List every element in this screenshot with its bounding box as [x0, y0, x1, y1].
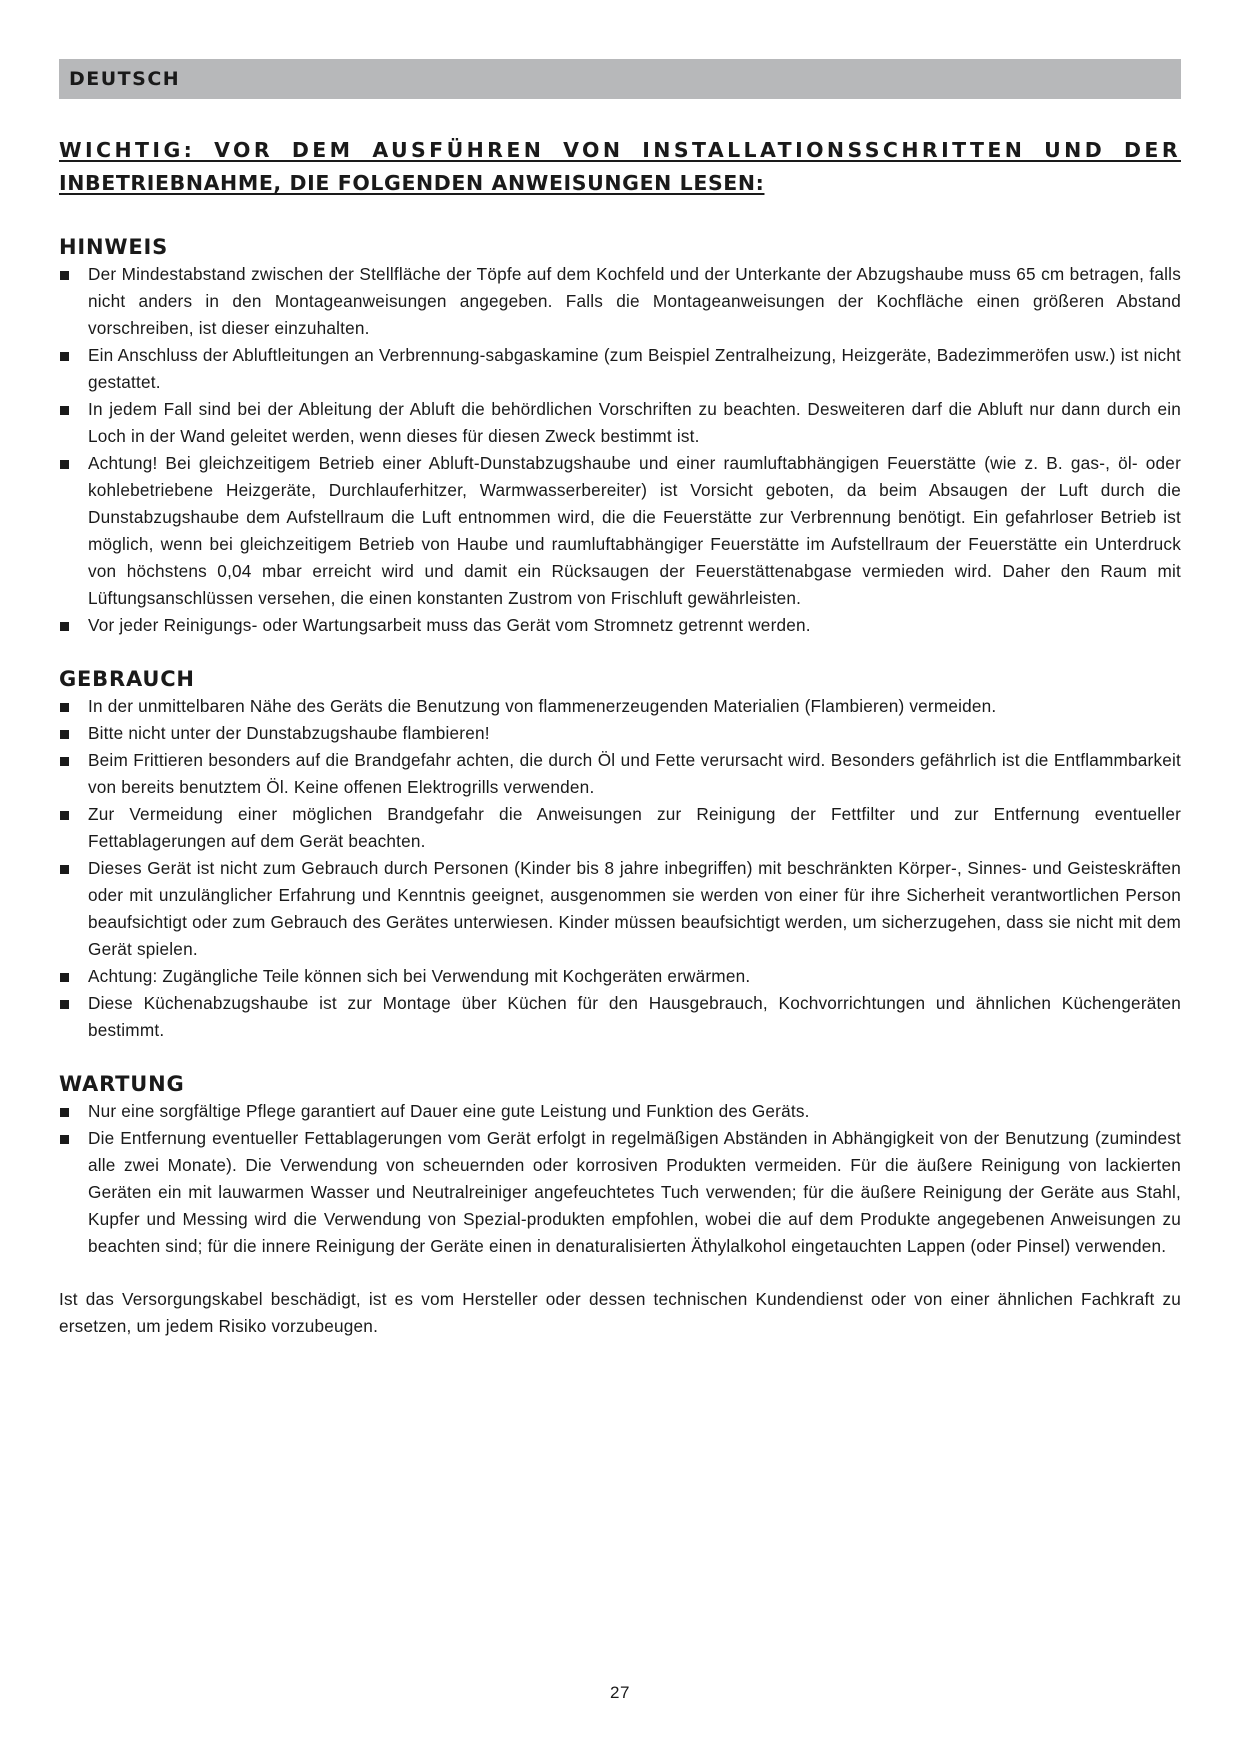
list-item [59, 1125, 1181, 1260]
list-item [59, 855, 1181, 963]
list-item-text: Bitte nicht unter der Dunstabzugshaube flambieren! [88, 723, 490, 743]
square-bullet-icon [60, 811, 69, 820]
list-item-text: Dieses Gerät ist nicht zum Gebrauch durch Personen (Kinder bis 8 jahre inbegriffen) mit beschränkten Körper-, Sinnes- und Geisteskräften oder mit unzulänglicher Erfahrung und Kenntnis geeignet, ausgenommen sie werden von einer für ihre Sicherheit verantwortlichen Person beaufsichtigt oder zum Gebrauch des Gerätes unterwiesen. Kinder müssen beaufsichtigt werden, um sicherzugehen, dass sie nicht mit dem Gerät spielen. [88, 858, 1181, 959]
list-item [59, 990, 1181, 1044]
list-item-text: Beim Frittieren besonders auf die Brandgefahr achten, die durch Öl und Fette verursacht wird. Besonders gefährlich ist die Entflammbarkeit von bereits benutztem Öl. Keine offenen Elektrogrills verwenden. [88, 750, 1181, 797]
square-bullet-icon [60, 1108, 69, 1117]
list-item [59, 261, 1181, 342]
warning-title-line-1: WICHTIG: VOR DEM AUSFÜHREN VON INSTALLATIONSSCHRITTEN UND DER [59, 138, 1181, 162]
list-item-text: Zur Vermeidung einer möglichen Brandgefahr die Anweisungen zur Reinigung der Fettfilter und zur Entfernung eventueller Fettablagerungen auf dem Gerät beachten. [88, 804, 1181, 851]
list-item [59, 396, 1181, 450]
list-item-text: Ein Anschluss der Abluftleitungen an Verbrennung-sabgaskamine (zum Beispiel Zentralheizung, Heizgeräte, Badezimmeröfen usw.) ist nicht gestattet. [88, 345, 1181, 392]
square-bullet-icon [60, 757, 69, 766]
list-item [59, 1098, 1181, 1125]
list-item-text: In jedem Fall sind bei der Ableitung der Abluft die behördlichen Vorschriften zu beachten. Desweiteren darf die Abluft nur dann durch ein Loch in der Wand geleitet werden, wenn dieses für diesen Zweck bestimmt ist. [88, 399, 1181, 446]
square-bullet-icon [60, 730, 69, 739]
square-bullet-icon [60, 1000, 69, 1009]
section-title-hinweis: HINWEIS [59, 235, 169, 259]
manual-page [59, 59, 1181, 1357]
square-bullet-icon [60, 352, 69, 361]
wartung-list [59, 1098, 1181, 1260]
list-item [59, 963, 1181, 990]
list-item-text: Nur eine sorgfältige Pflege garantiert auf Dauer eine gute Leistung und Funktion des Geräts. [88, 1101, 810, 1121]
square-bullet-icon [60, 973, 69, 982]
language-label: DEUTSCH [69, 68, 181, 90]
list-item [59, 747, 1181, 801]
section-title-gebrauch: GEBRAUCH [59, 667, 195, 691]
square-bullet-icon [60, 622, 69, 631]
list-item [59, 612, 1181, 639]
hinweis-list [59, 261, 1181, 639]
list-item-text: Diese Küchenabzugshaube ist zur Montage über Küchen für den Hausgebrauch, Kochvorrichtungen und ähnlichen Küchengeräten bestimmt. [88, 993, 1181, 1040]
list-item-text: Vor jeder Reinigungs- oder Wartungsarbeit muss das Gerät vom Stromnetz getrennt werden. [88, 615, 811, 635]
square-bullet-icon [60, 460, 69, 469]
list-item [59, 693, 1181, 720]
list-item [59, 342, 1181, 396]
warning-title-line-2: INBETRIEBNAHME, DIE FOLGENDEN ANWEISUNGEN LESEN: [59, 171, 765, 195]
list-item-text: In der unmittelbaren Nähe des Geräts die Benutzung von flammenerzeugenden Materialien (Flambieren) vermeiden. [88, 696, 997, 716]
gebrauch-list [59, 693, 1181, 1044]
section-title-wartung: WARTUNG [59, 1072, 185, 1096]
list-item [59, 720, 1181, 747]
square-bullet-icon [60, 865, 69, 874]
list-item-text: Achtung: Zugängliche Teile können sich bei Verwendung mit Kochgeräten erwärmen. [88, 966, 751, 986]
list-item [59, 801, 1181, 855]
square-bullet-icon [60, 406, 69, 415]
important-warning-title [59, 134, 1181, 200]
square-bullet-icon [60, 271, 69, 280]
power-cable-notice: Ist das Versorgungskabel beschädigt, ist es vom Hersteller oder dessen technischen Kundendienst oder von einer ähnlichen Fachkraft zu ersetzen, um jedem Risiko vorzubeugen. [59, 1289, 1181, 1336]
square-bullet-icon [60, 703, 69, 712]
language-header-bar [59, 59, 1181, 99]
square-bullet-icon [60, 1135, 69, 1144]
list-item-text: Achtung! Bei gleichzeitigem Betrieb einer Abluft-Dunstabzugshaube und einer raumluftabhängigen Feuerstätte (wie z. B. gas-, öl- oder kohlebetriebene Heizgeräte, Durchlauferhitzer, Warmwasserbereiter) ist Vorsicht geboten, da beim Absaugen der Luft durch die Dunstabzugshaube dem Aufstellraum die Luft entnommen wird, die die Feuerstätte zur Verbrennung benötigt. Ein gefahrloser Betrieb ist möglich, wenn bei gleichzeitigem Betrieb von Haube und raumluftabhängiger Feuerstätte im Aufstellraum der Feuerstätte ein Unterdruck von höchstens 0,04 mbar erreicht wird und damit ein Rücksaugen der Feuerstättenabgase vermieden wird. Daher den Raum mit Lüftungsanschlüssen versehen, die einen konstanten Zustrom von Frischluft gewährleisten. [88, 453, 1181, 608]
list-item-text: Die Entfernung eventueller Fettablagerungen vom Gerät erfolgt in regelmäßigen Abständen in Abhängigkeit von der Benutzung (zumindest alle zwei Monate). Die Verwendung von scheuernden oder korrosiven Produkten vermeiden. Für die äußere Reinigung von lackierten Geräten ein mit lauwarmen Wasser und Neutralreiniger angefeuchtetes Tuch verwenden; für die äußere Reinigung der Geräte aus Stahl, Kupfer und Messing wird die Verwendung von Spezial-produkten empfohlen, wobei die auf dem Produkte angegebenen Anweisungen zu beachten sind; für die innere Reinigung der Geräte einen in denaturalisierten Äthylalkohol eingetauchten Lappen (oder Pinsel) verwenden. [88, 1128, 1181, 1256]
list-item-text: Der Mindestabstand zwischen der Stellfläche der Töpfe auf dem Kochfeld und der Unterkante der Abzugshaube muss 65 cm betragen, falls nicht anders in den Montageanweisungen angegeben. Falls die Montageanweisungen der Kochfläche einen größeren Abstand vorschreiben, ist dieser einzuhalten. [88, 264, 1181, 338]
page-number: 27 [610, 1683, 630, 1702]
list-item [59, 450, 1181, 612]
